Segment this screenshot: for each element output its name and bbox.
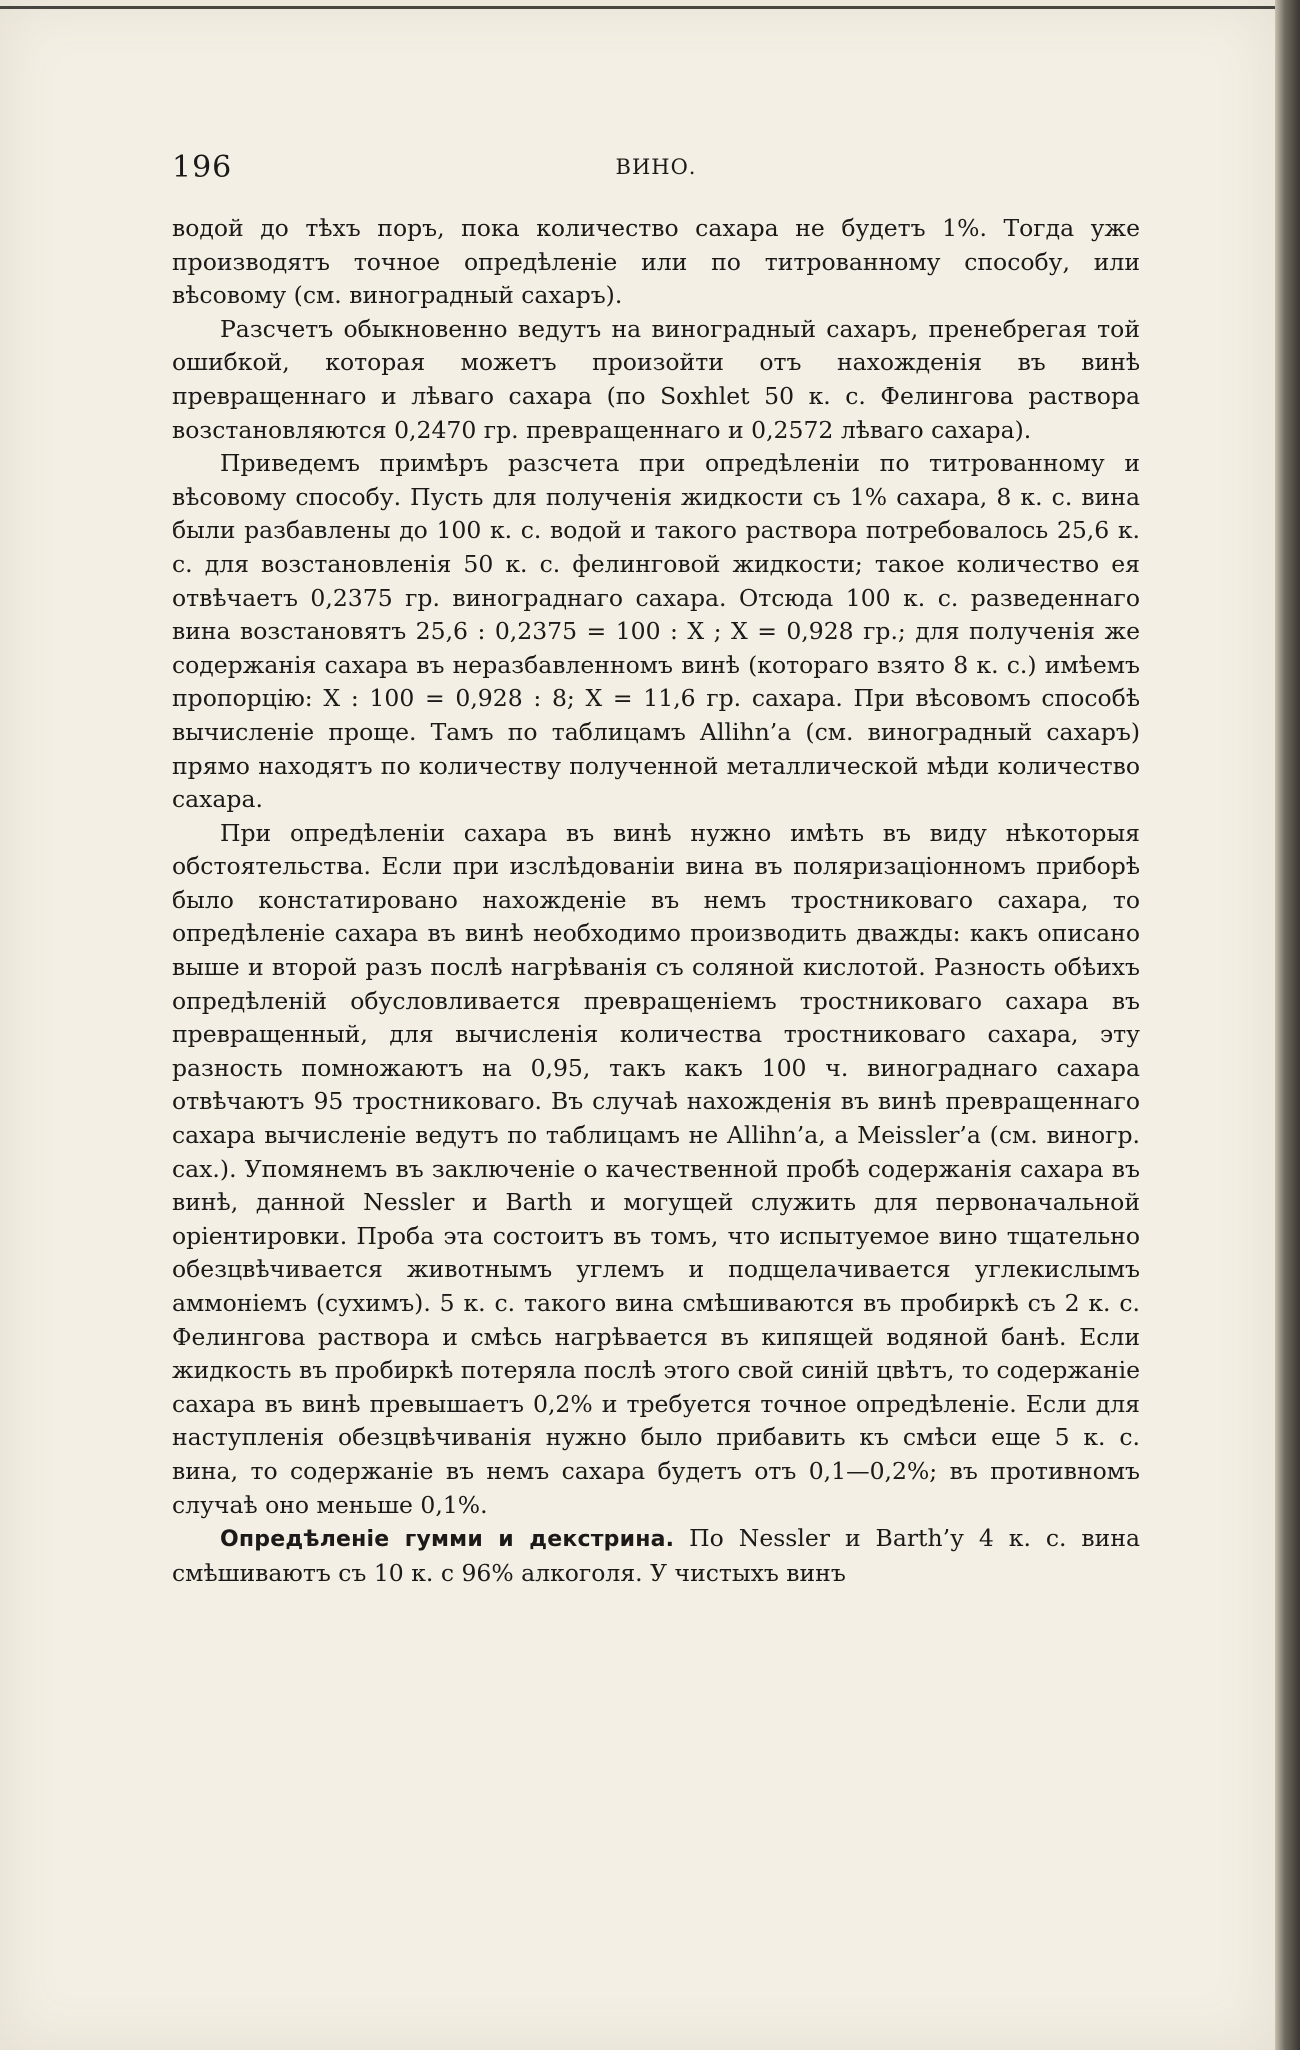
page-header [172, 150, 1140, 190]
paragraph-continuation: водой до тѣхъ поръ, пока количество сахара не будетъ 1%. Тогда уже производятъ точное опредѣленіе или по титрованному способу, или вѣсовому (см. виноградный сахаръ). [172, 214, 1140, 310]
running-head: ВИНО. [615, 155, 697, 179]
section-text: По Nessler и Barth’у 4 к. с. вина смѣшиваютъ съ 10 к. с 96% алкоголя. У чистыхъ винъ [172, 1524, 1141, 1587]
paragraph: Разсчетъ обыкновенно ведутъ на виноградный сахаръ, пренебрегая той ошибкой, которая можетъ произойти отъ нахожденія въ винѣ превращеннаго и лѣваго сахара (по Soxhlet 50 к. с. Фелингова раствора возстановляются 0,2470 гр. превращеннаго и 0,2572 лѣваго сахара). [172, 314, 1140, 444]
paragraph: При опредѣленіи сахара въ винѣ нужно имѣть въ виду нѣкоторыя обстоятельства. Если при изслѣдованіи вина въ поляризаціонномъ приборѣ было констатировано нахожденіе въ немъ тростниковаго сахара, то опредѣленіе сахара въ винѣ необходимо производить дважды: какъ описано выше и второй разъ послѣ нагрѣванія съ соляной кислотой. Разность обѣихъ опредѣленій обусловливается превращеніемъ тростниковаго сахара въ превращенный, для вычисленія количества тростниковаго сахара, эту разность помножаютъ на 0,95, такъ какъ 100 ч. винограднаго сахара отвѣчаютъ 95 тростниковаго. Въ случаѣ нахожденія въ винѣ превращеннаго сахара вычисленіе ведутъ по таблицамъ не Allihn’а, а Meissler’а (см. виногр. сах.). Упомянемъ въ заключеніе о качественной пробѣ содержанія сахара въ винѣ, данной Nessler и Barth и могущей служить для первоначальной оріентировки. Проба эта состоитъ въ томъ, что испытуемое вино тщательно обезцвѣчивается животнымъ углемъ и подщелачивается углекислымъ аммоніемъ (сухимъ). 5 к. с. такого вина смѣшиваются въ пробиркѣ съ 2 к. с. Фелингова раствора и смѣсь нагрѣвается въ кипящей водяной банѣ. Если жидкость въ пробиркѣ потеряла послѣ этого свой синій цвѣтъ, то содержаніе сахара въ винѣ превышаетъ 0,2% и требуется точное опредѣленіе. Если для наступленія обезцвѣчиванія нужно было прибавить къ смѣси еще 5 к. с. вина, то содержаніе въ немъ сахара будетъ отъ 0,1—0,2%; въ противномъ случаѣ оно меньше 0,1%. [172, 818, 1140, 1519]
body-text [172, 212, 1140, 1590]
page-top-rule [0, 6, 1275, 9]
section-paragraph [172, 1522, 1140, 1590]
section-heading: Опредѣленіе гумми и декстрина. [220, 1527, 675, 1553]
paragraph: Приведемъ примѣръ разсчета при опредѣленіи по титрованному и вѣсовому способу. Пусть для полученія жидкости съ 1% сахара, 8 к. с. вина были разбавлены до 100 к. с. водой и такого раствора потребовалось 25,6 к. с. для возстановленія 50 к. с. фелинговой жидкости; такое количество ея отвѣчаетъ 0,2375 гр. винограднаго сахара. Отсюда 100 к. с. разведеннаго вина возстановятъ 25,6 : 0,2375 = 100 : X ; X = 0,928 гр.; для полученія же содержанія сахара въ неразбавленномъ винѣ (котораго взято 8 к. с.) имѣемъ пропорцію: X : 100 = 0,928 : 8; X = 11,6 гр. сахара. При вѣсовомъ способѣ вычисленіе проще. Тамъ по таблицамъ Allihn’а (см. виноградный сахаръ) прямо находятъ по количеству полученной металлической мѣди количество сахара. [172, 449, 1140, 814]
page-number: 196 [172, 150, 233, 185]
book-page-edge [1275, 0, 1300, 2050]
